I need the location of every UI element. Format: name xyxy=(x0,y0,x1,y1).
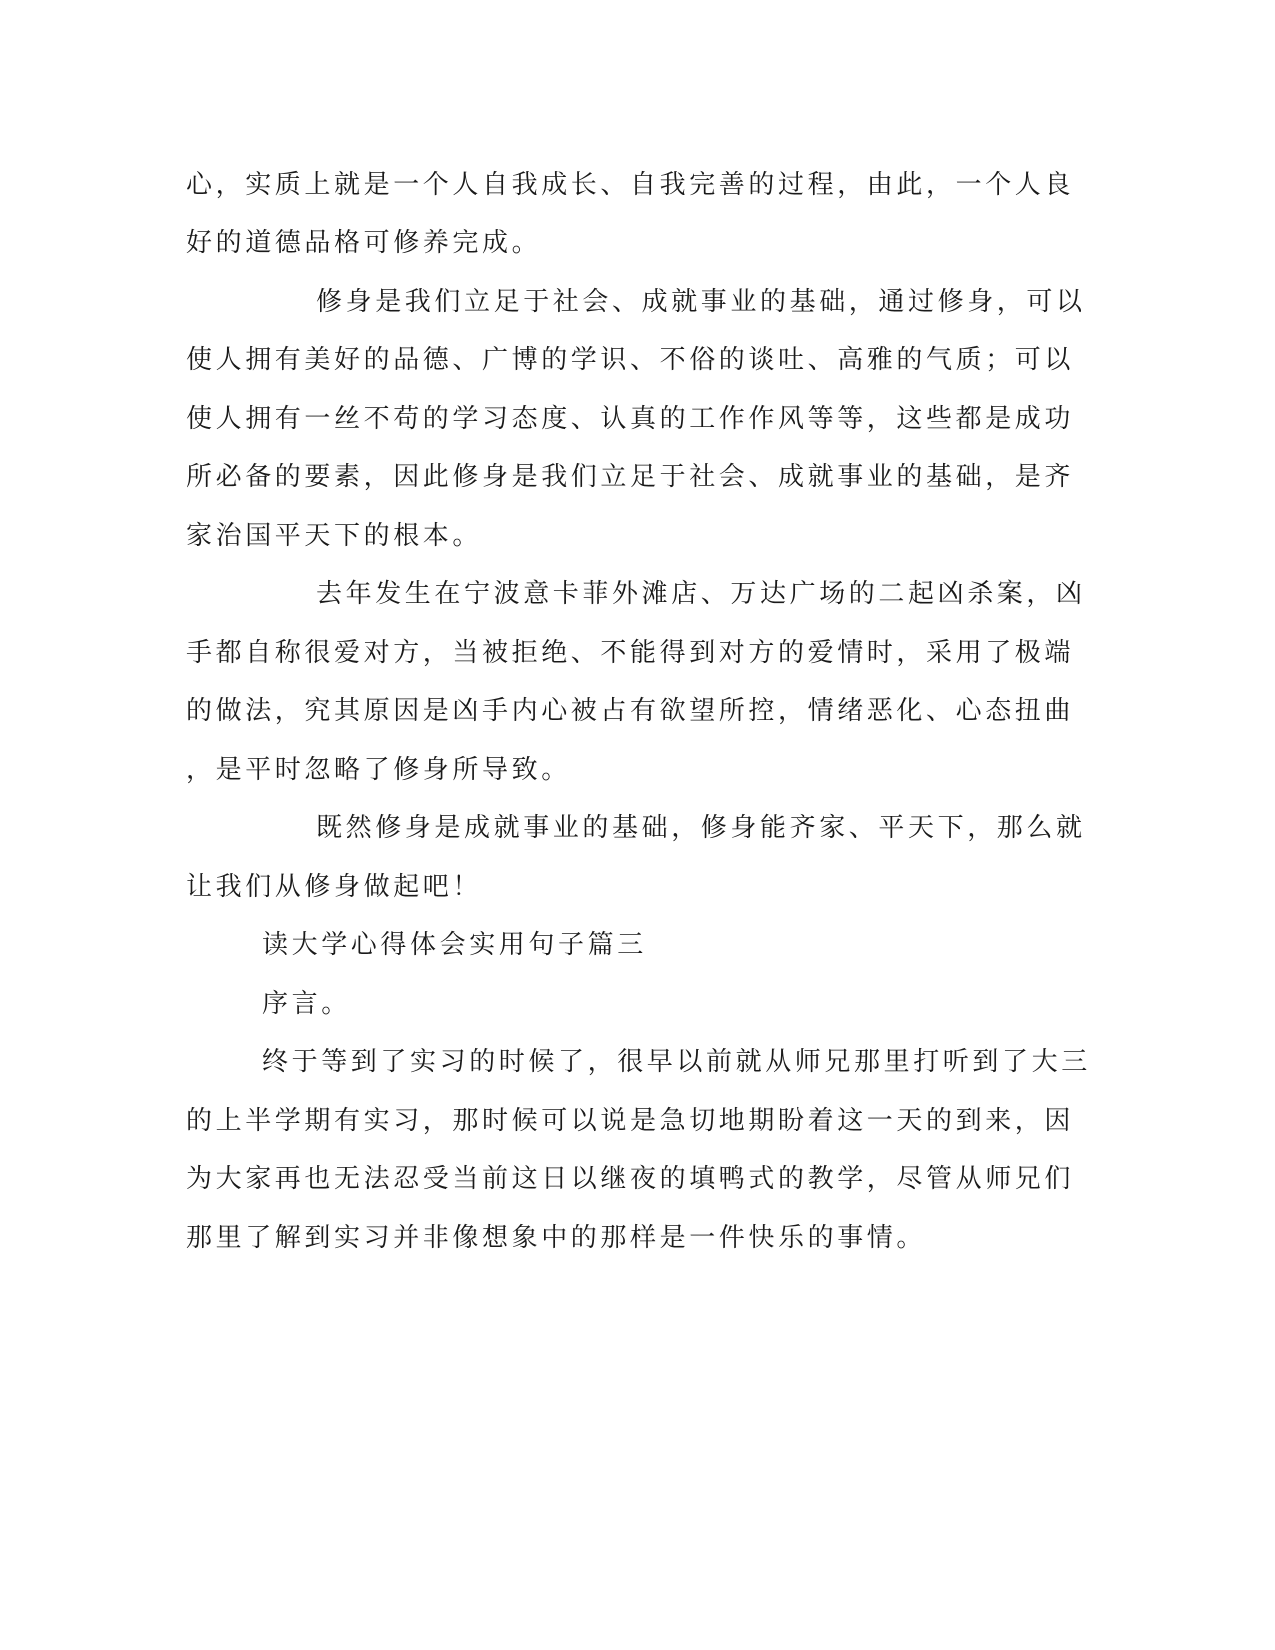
paragraph-first-line: 既然修身是成就事业的基础，修身能齐家、平天下，那么就 xyxy=(316,813,1086,843)
text-line: 好的道德品格可修养完成。 xyxy=(186,228,542,258)
text-line: 家治国平天下的根本。 xyxy=(186,521,483,551)
text-line: 手都自称很爱对方，当被拒绝、不能得到对方的爱情时，采用了极端 xyxy=(186,638,1075,668)
paragraph-first-line: 修身是我们立足于社会、成就事业的基础，通过修身，可以 xyxy=(316,287,1086,317)
paragraph-first-line: 终于等到了实习的时候了，很早以前就从师兄那里打听到了大三 xyxy=(262,1047,1091,1077)
text-line: 的做法，究其原因是凶手内心被占有欲望所控，情绪恶化、心态扭曲 xyxy=(186,696,1075,726)
paragraph-first-line: 去年发生在宁波意卡菲外滩店、万达广场的二起凶杀案，凶 xyxy=(316,579,1086,609)
text-line: 心，实质上就是一个人自我成长、自我完善的过程，由此，一个人良 xyxy=(186,170,1075,200)
text-line: 使人拥有美好的品德、广博的学识、不俗的谈吐、高雅的气质；可以 xyxy=(186,345,1075,375)
text-line: 让我们从修身做起吧！ xyxy=(186,872,483,902)
text-line: 为大家再也无法忍受当前这日以继夜的填鸭式的教学，尽管从师兄们 xyxy=(186,1164,1075,1194)
text-line: 的上半学期有实习，那时候可以说是急切地期盼着这一天的到来，因 xyxy=(186,1106,1075,1136)
text-line: ，是平时忽略了修身所导致。 xyxy=(186,755,571,785)
text-line: 那里了解到实习并非像想象中的那样是一件快乐的事情。 xyxy=(186,1223,927,1253)
subheading-preface: 序言。 xyxy=(262,989,351,1019)
text-line: 所必备的要素，因此修身是我们立足于社会、成就事业的基础，是齐 xyxy=(186,462,1075,492)
text-line: 使人拥有一丝不苟的学习态度、认真的工作作风等等，这些都是成功 xyxy=(186,404,1075,434)
section-heading: 读大学心得体会实用句子篇三 xyxy=(262,930,647,960)
